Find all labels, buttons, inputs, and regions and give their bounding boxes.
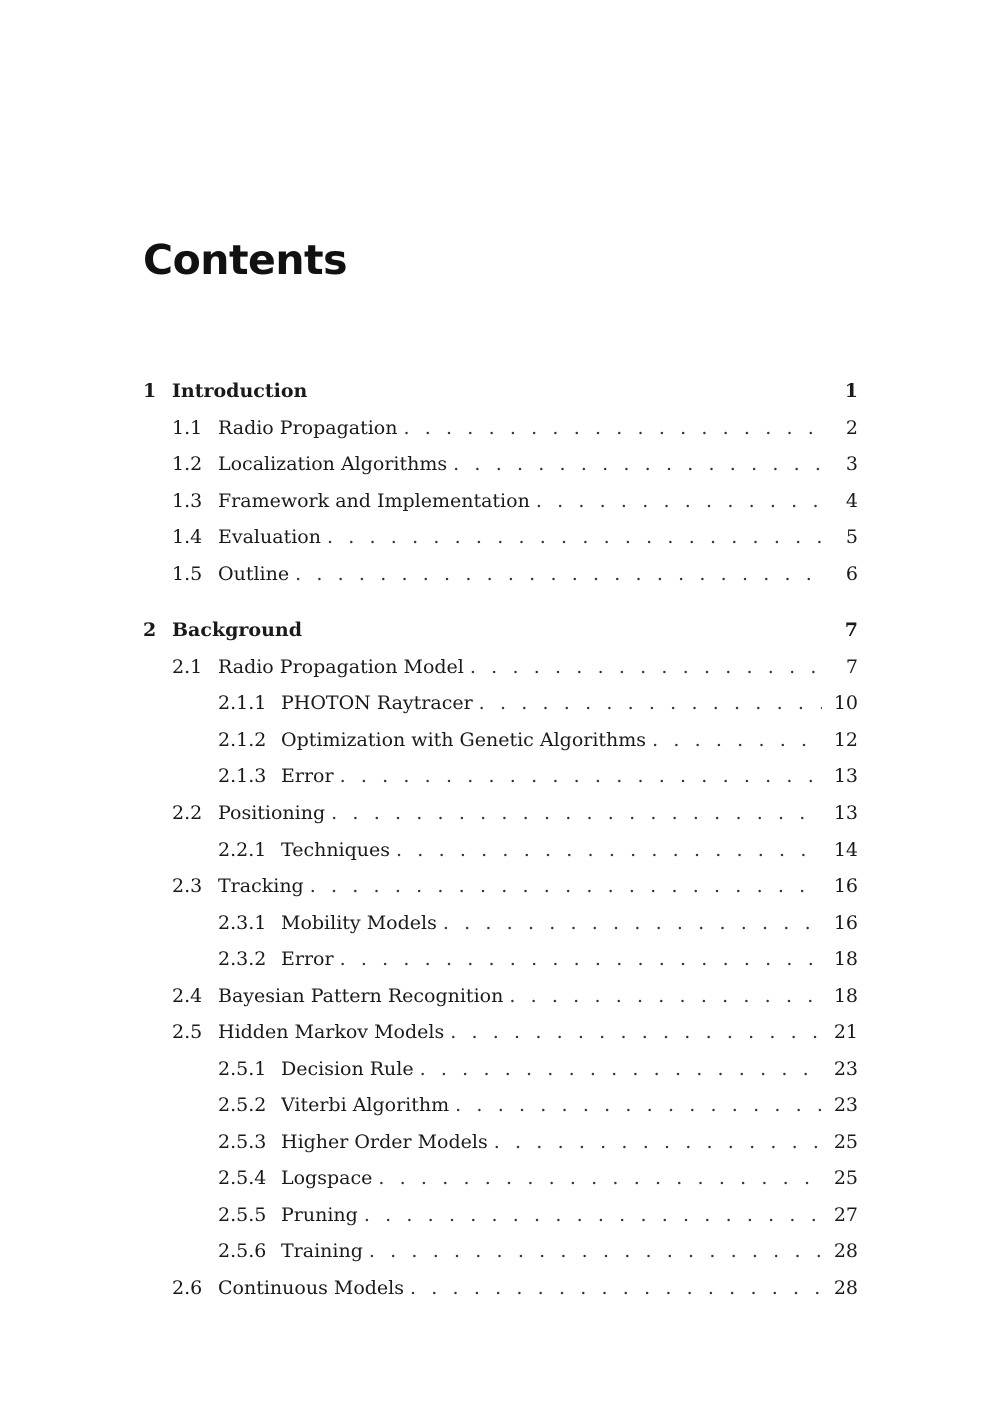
toc-entry-number: 2.1.3 — [218, 765, 267, 787]
toc-entry-title-wrap — [281, 725, 822, 755]
toc-entry-title[interactable]: Decision Rule — [281, 1054, 420, 1084]
toc-entry-title-wrap — [281, 944, 822, 974]
toc-entry-page-number: 6 — [845, 563, 858, 585]
toc-entry-title-wrap — [218, 798, 822, 828]
toc-entry-title[interactable]: Localization Algorithms — [218, 449, 453, 479]
toc-entry-number: 2.2.1 — [218, 839, 267, 861]
toc-entry-subsection[interactable] — [0, 835, 1000, 865]
dot-leader — [340, 761, 822, 791]
toc-entry-number: 2.5 — [172, 1021, 203, 1043]
toc-entry-title-wrap — [281, 1236, 822, 1266]
toc-entry-subsection[interactable] — [0, 688, 1000, 718]
toc-entry-section[interactable] — [0, 449, 1000, 479]
toc-entry-number: 2.5.4 — [218, 1167, 267, 1189]
toc-entry-title[interactable]: Continuous Models — [218, 1273, 410, 1303]
toc-entry-title-wrap — [218, 449, 822, 479]
toc-entry-number: 1.3 — [172, 490, 203, 512]
toc-entry-subsection[interactable] — [0, 944, 1000, 974]
toc-entry-subsection[interactable] — [0, 1236, 1000, 1266]
toc-entry-number: 2.2 — [172, 802, 203, 824]
toc-entry-page-number: 28 — [833, 1277, 858, 1299]
toc-entry-number: 2.1 — [172, 656, 203, 678]
toc-entry-title-wrap — [281, 1200, 822, 1230]
dot-leader — [455, 1090, 822, 1120]
toc-entry-number: 2.5.2 — [218, 1094, 267, 1116]
toc-entry-section[interactable] — [0, 652, 1000, 682]
dot-leader — [396, 835, 822, 865]
toc-entry-title[interactable]: Positioning — [218, 798, 331, 828]
toc-entry-page-number: 21 — [833, 1021, 858, 1043]
dot-leader — [295, 559, 822, 589]
toc-entry-section[interactable] — [0, 1017, 1000, 1047]
toc-entry-page-number: 10 — [833, 692, 858, 714]
toc-entry-section[interactable] — [0, 981, 1000, 1011]
toc-entry-number: 1.4 — [172, 526, 203, 548]
toc-entry-page-number: 7 — [844, 619, 858, 641]
toc-entry-title-wrap — [281, 688, 822, 718]
toc-entry-page-number: 13 — [833, 802, 858, 824]
toc-entry-title-wrap — [172, 615, 820, 645]
toc-entry-title[interactable]: Framework and Implementation — [218, 486, 536, 516]
toc-entry-page-number: 18 — [833, 985, 858, 1007]
toc-entry-page-number: 3 — [845, 453, 858, 475]
toc-entry-number: 2.3.1 — [218, 912, 267, 934]
toc-entry-title[interactable]: Radio Propagation Model — [218, 652, 470, 682]
toc-entry-number: 2.1.1 — [218, 692, 267, 714]
toc-entry-section[interactable] — [0, 798, 1000, 828]
toc-entry-number: 1.1 — [172, 417, 203, 439]
toc-entry-subsection[interactable] — [0, 1127, 1000, 1157]
toc-entry-title[interactable]: Introduction — [172, 376, 313, 406]
toc-entry-title-wrap — [218, 1273, 822, 1303]
dot-leader — [378, 1163, 822, 1193]
toc-entry-page-number: 12 — [833, 729, 858, 751]
toc-entry-chapter[interactable] — [0, 615, 1000, 645]
toc-entry-page-number: 1 — [844, 380, 858, 402]
dot-leader — [331, 798, 822, 828]
toc-entry-title-wrap — [281, 1054, 822, 1084]
toc-entry-section[interactable] — [0, 486, 1000, 516]
toc-entry-title[interactable]: Viterbi Algorithm — [281, 1090, 455, 1120]
dot-leader — [410, 1273, 822, 1303]
toc-entry-title[interactable]: Bayesian Pattern Recognition — [218, 981, 509, 1011]
toc-entry-page-number: 4 — [845, 490, 858, 512]
toc-entry-number: 2.1.2 — [218, 729, 267, 751]
toc-entry-page-number: 16 — [833, 875, 858, 897]
dot-leader — [403, 413, 822, 443]
toc-entry-title[interactable]: Evaluation — [218, 522, 327, 552]
toc-entry-chapter[interactable] — [0, 376, 1000, 406]
toc-entry-title-wrap — [218, 486, 822, 516]
dot-leader — [652, 725, 822, 755]
toc-entry-title[interactable]: Pruning — [281, 1200, 364, 1230]
toc-entry-number: 2.4 — [172, 985, 203, 1007]
dot-leader — [494, 1127, 822, 1157]
toc-entry-title[interactable]: Background — [172, 615, 308, 645]
toc-entry-title-wrap — [218, 1017, 822, 1047]
toc-entry-page-number: 13 — [833, 765, 858, 787]
toc-entry-subsection[interactable] — [0, 1163, 1000, 1193]
toc-entry-section[interactable] — [0, 871, 1000, 901]
toc-entry-title[interactable]: Outline — [218, 559, 295, 589]
toc-entry-page-number: 23 — [833, 1058, 858, 1080]
dot-leader — [310, 871, 822, 901]
toc-entry-title[interactable]: PHOTON Raytracer — [281, 688, 479, 718]
dot-leader — [443, 908, 822, 938]
toc-entry-title-wrap — [218, 522, 822, 552]
toc-entry-section[interactable] — [0, 1273, 1000, 1303]
toc-entry-number: 1 — [143, 380, 157, 402]
toc-entry-number: 2 — [143, 619, 157, 641]
dot-leader — [470, 652, 822, 682]
dot-leader — [420, 1054, 822, 1084]
dot-leader — [327, 522, 822, 552]
toc-entry-title[interactable]: Logspace — [281, 1163, 378, 1193]
toc-entry-title[interactable]: Optimization with Genetic Algorithms — [281, 725, 652, 755]
toc-entry-title-wrap — [172, 376, 820, 406]
toc-entry-page-number: 25 — [833, 1131, 858, 1153]
toc-entry-title[interactable]: Techniques — [281, 835, 396, 865]
toc-entry-title-wrap — [218, 652, 822, 682]
toc-entry-title[interactable]: Tracking — [218, 871, 310, 901]
toc-entry-number: 2.3 — [172, 875, 203, 897]
dot-leader — [453, 449, 822, 479]
toc-entry-page-number: 16 — [833, 912, 858, 934]
toc-entry-title-wrap — [218, 981, 822, 1011]
dot-leader — [536, 486, 822, 516]
toc-entry-title-wrap — [281, 1127, 822, 1157]
toc-entry-subsection[interactable] — [0, 908, 1000, 938]
toc-entry-page-number: 18 — [833, 948, 858, 970]
toc-entry-section[interactable] — [0, 522, 1000, 552]
toc-entry-subsection[interactable] — [0, 761, 1000, 791]
toc-entry-title[interactable]: Hidden Markov Models — [218, 1017, 450, 1047]
toc-entry-number: 2.5.1 — [218, 1058, 267, 1080]
toc-entry-subsection[interactable] — [0, 1090, 1000, 1120]
toc-entry-page-number: 2 — [845, 417, 858, 439]
dot-leader — [509, 981, 822, 1011]
toc-entry-page-number: 7 — [845, 656, 858, 678]
toc-entry-title-wrap — [281, 1090, 822, 1120]
toc-entry-page-number: 28 — [833, 1240, 858, 1262]
dot-leader — [479, 688, 822, 718]
toc-entry-page-number: 27 — [833, 1204, 858, 1226]
toc-entry-title-wrap — [281, 1163, 822, 1193]
toc-entry-subsection[interactable] — [0, 1054, 1000, 1084]
toc-entry-page-number: 5 — [845, 526, 858, 548]
toc-entry-title-wrap — [281, 835, 822, 865]
toc-entry-page-number: 14 — [833, 839, 858, 861]
toc-entry-title[interactable]: Radio Propagation — [218, 413, 403, 443]
dot-leader — [450, 1017, 822, 1047]
toc-entry-title-wrap — [281, 908, 822, 938]
toc-entry-number: 2.5.3 — [218, 1131, 267, 1153]
toc-entry-number: 1.5 — [172, 563, 203, 585]
toc-entry-subsection[interactable] — [0, 725, 1000, 755]
toc-entry-title[interactable]: Training — [281, 1236, 369, 1266]
toc-entry-title[interactable]: Error — [281, 761, 340, 791]
toc-entry-number: 2.5.5 — [218, 1204, 267, 1226]
toc-entry-number: 2.3.2 — [218, 948, 267, 970]
dot-leader — [369, 1236, 822, 1266]
toc-entry-title[interactable]: Mobility Models — [281, 908, 443, 938]
dot-leader — [340, 944, 822, 974]
page-title: Contents — [143, 236, 348, 284]
toc-entry-number: 1.2 — [172, 453, 203, 475]
dot-leader — [364, 1200, 822, 1230]
toc-entry-title-wrap — [218, 871, 822, 901]
toc-entry-section[interactable] — [0, 413, 1000, 443]
toc-entry-title[interactable]: Higher Order Models — [281, 1127, 494, 1157]
toc-entry-title-wrap — [281, 761, 822, 791]
toc-entry-subsection[interactable] — [0, 1200, 1000, 1230]
toc-entry-title-wrap — [218, 413, 822, 443]
toc-entry-page-number: 25 — [833, 1167, 858, 1189]
toc-entry-title[interactable]: Error — [281, 944, 340, 974]
toc-entry-title-wrap — [218, 559, 822, 589]
toc-entry-number: 2.5.6 — [218, 1240, 267, 1262]
toc-entry-number: 2.6 — [172, 1277, 203, 1299]
toc-entry-section[interactable] — [0, 559, 1000, 589]
toc-entry-page-number: 23 — [833, 1094, 858, 1116]
